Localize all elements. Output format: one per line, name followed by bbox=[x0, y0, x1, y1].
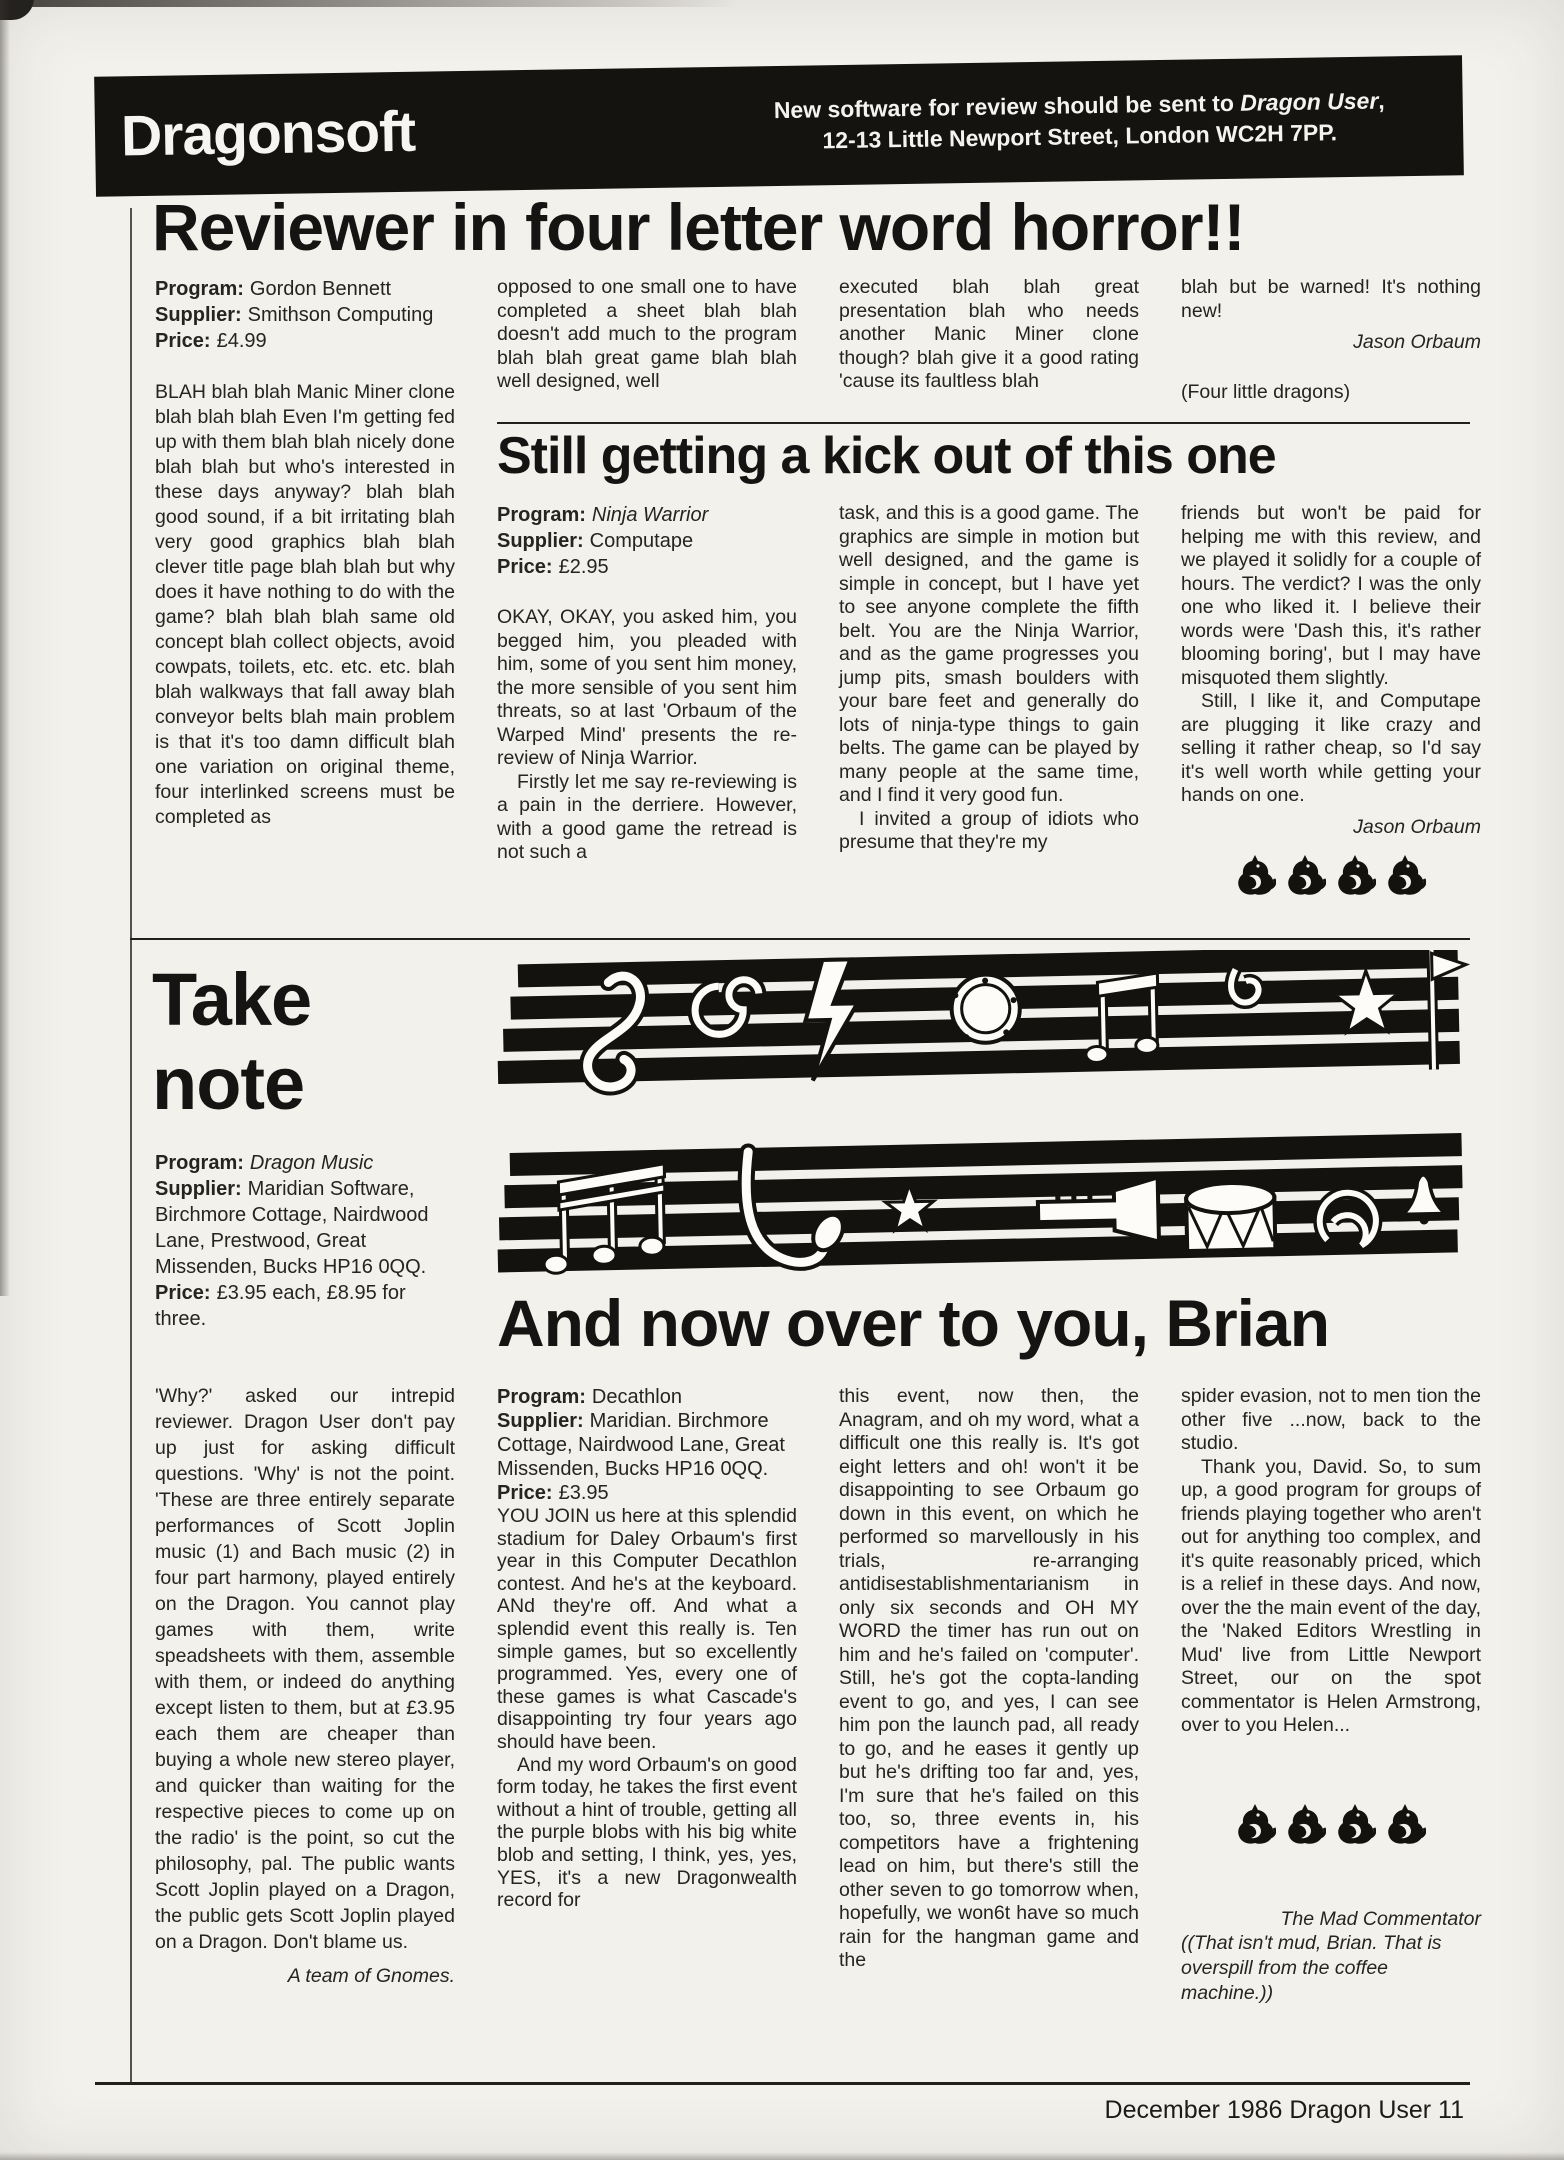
price-value: £3.95 each, £8.95 for three. bbox=[155, 1282, 406, 1330]
article3-column3 bbox=[1181, 1385, 1481, 2006]
article1-body-text: blah but be warned! It's nothing new! bbox=[1181, 276, 1481, 322]
article3-program-info bbox=[497, 1385, 797, 1505]
program-label: Program: bbox=[155, 278, 244, 300]
info-price-line bbox=[497, 554, 797, 580]
dragon-mascot-icon bbox=[1336, 1802, 1376, 1846]
section-divider-rule bbox=[497, 422, 1470, 424]
article2-body-text: Firstly let me say re-reviewing is a pain in the derriere. However, with a good game the retread is not such a bbox=[497, 770, 797, 863]
article3-body-text: Thank you, David. So, to sum up, a good program for groups of friends playing together who aren't out for anything too complex, and it's quite reasonably priced, which is a relief in these days. And now, over the the main event of the day, the 'Naked Editors Wrestling in Mud' live from Little Newport Street, our on the spot commentator is Helen Armstrong, over to you Helen... bbox=[1181, 1455, 1481, 1736]
dragon-mascot-icon bbox=[1286, 853, 1326, 897]
article3-body-text: spider evasion, not to men tion the other five ...now, back to the studio. bbox=[1181, 1385, 1481, 1454]
article2-byline: Jason Orbaum bbox=[1353, 815, 1481, 838]
takenote-title bbox=[152, 958, 311, 1126]
article2-body-text: I invited a group of idiots who presume that they're my bbox=[839, 807, 1139, 853]
article2-column3 bbox=[1181, 502, 1481, 897]
article3-postscript: ((That isn't mud, Brian. That is overspill from the coffee machine.)) bbox=[1181, 1932, 1442, 2004]
page-footer: December 1986 Dragon User 11 bbox=[1104, 2096, 1464, 2124]
article1-column2 bbox=[497, 276, 797, 394]
price-value: £3.95 bbox=[558, 1482, 609, 1504]
article2-body-text: Still, I like it, and Computape are plugging it like crazy and selling it rather cheap, so I'd say it's well worth while getting your hands on one. bbox=[1181, 690, 1481, 806]
dragon-mascot-icon bbox=[1386, 1802, 1426, 1846]
info-price-line bbox=[155, 1280, 455, 1332]
info-program-line bbox=[155, 1150, 455, 1176]
supplier-value: Computape bbox=[589, 530, 694, 552]
note-text: New software for review should be sent to bbox=[773, 89, 1241, 124]
dragon-mascot-icon bbox=[1336, 853, 1376, 897]
takenote-body-column bbox=[155, 1383, 455, 1989]
supplier-label: Supplier: bbox=[497, 1410, 584, 1432]
program-label: Program: bbox=[497, 504, 586, 526]
article3-body-text: this event, now then, the Anagram, and oh my word, what a difficult one this really is. It's got eight letters and oh! won't it be disappointing to see Orbaum go down in this event, on which he performed so marvellously in his trials, re-arranging antidisestablishmentarianism in only six seconds and OH MY WORD the timer has run out on him and he's failed on 'computer'. Still, he's got the copta-landing event to go, and yes, I can see him pon the launch pad, all ready to go, and he eases it gently up but he's drifting too far and, yes, I'm sure that he's failed on this too, so, three events in, his competitors have a frightening lead on him, but there's still the other seven to go tomorrow when, hopefully, we won6t have so much rain for the hangman game and the bbox=[839, 1385, 1139, 1971]
takenote-title-line1: Take bbox=[152, 958, 312, 1041]
article2-column1 bbox=[497, 502, 797, 865]
supplier-value: Smithson Computing bbox=[247, 304, 434, 326]
article2-body-text: friends but won't be paid for helping me with this review, and we played it solidly for a couple of hours. The verdict? I was the only one who liked it. I believe their words were 'Dash this, it's rather blooming boring', but I may have misquoted them slightly. bbox=[1181, 502, 1481, 689]
info-program-line bbox=[497, 1385, 797, 1409]
article3-headline: And now over to you, Brian bbox=[497, 1286, 1330, 1360]
program-value: Decathlon bbox=[591, 1386, 682, 1408]
music-banner-art bbox=[495, 950, 1472, 1287]
price-label: Price: bbox=[497, 1482, 553, 1504]
supplier-value: Maridian Software, Birchmore Cottage, Nairdwood Lane, Prestwood, Great Missenden, Bucks HP16 0QQ. bbox=[155, 1178, 429, 1278]
price-value: £2.95 bbox=[558, 556, 609, 578]
dragon-mascot-icon bbox=[1236, 1802, 1276, 1846]
price-label: Price: bbox=[155, 330, 211, 352]
takenote-program-info bbox=[155, 1150, 455, 1332]
supplier-label: Supplier: bbox=[155, 304, 242, 326]
article1-body-text: executed blah blah great presentation blah who needs another Manic Miner clone though? blah give it a good rating 'cause its faultless blah bbox=[839, 276, 1139, 392]
supplier-value: Maridian. Birchmore Cottage, Nairdwood Lane, Great Missenden, Bucks HP16 0QQ. bbox=[497, 1410, 785, 1480]
article2-column2 bbox=[839, 502, 1139, 855]
takenote-title-line2: note bbox=[152, 1042, 305, 1125]
scan-edge-artifact bbox=[0, 0, 740, 7]
price-label: Price: bbox=[155, 1282, 211, 1304]
program-value: Dragon Music bbox=[249, 1152, 374, 1174]
submission-note-line2: 12-13 Little Newport Street, London WC2H 7PP. bbox=[822, 119, 1338, 154]
submission-note bbox=[774, 85, 1386, 157]
article1-rating-note: (Four little dragons) bbox=[1181, 380, 1351, 403]
supplier-label: Supplier: bbox=[155, 1178, 242, 1200]
magazine-name: Dragon User bbox=[1240, 87, 1379, 116]
program-value: Ninja Warrior bbox=[591, 504, 709, 526]
dragon-mascot-icon bbox=[1286, 1802, 1326, 1846]
info-program-line bbox=[497, 502, 797, 528]
article3-rating-dragons bbox=[1181, 1802, 1481, 1846]
article2-headline: Still getting a kick out of this one bbox=[497, 427, 1276, 485]
article1-body-text: BLAH blah blah Manic Miner clone blah blah blah Even I'm getting fed up with them blah blah nicely done blah blah but who's interested in these days anyway? blah blah good sound, if a bit irritating blah very good graphics blah blah clever title page blah blah but why does it have nothing to do with the game? blah blah blah same old concept blah collect objects, avoid cowpats, toilets, etc. etc. etc. blah blah walkways that fall away blah conveyor belts blah main problem is that it's too damn difficult blah one variation on original theme, four interlinked screens must be completed as bbox=[155, 381, 455, 828]
article3-body-text: And my word Orbaum's on good form today, he takes the first event without a hint of trouble, getting all the purple blobs with his big white blob and setting, I think, yes, yes, YES, it's a new Dragonwealth record for bbox=[497, 1753, 797, 1912]
info-supplier-line bbox=[497, 528, 797, 554]
scan-edge-artifact bbox=[0, 0, 10, 1296]
article3-column1 bbox=[497, 1385, 797, 1912]
article1-column1 bbox=[155, 276, 455, 830]
article3-body-text: YOU JOIN us here at this splendid stadium for Daley Orbaum's first year in this Computer Decathlon contest. And he's at the keyboard. ANd they're off. And what a splendid event this really is. Ten simple games, but so excellently programmed. Yes, every one of these games is what Cascade's disappointing try four years ago should have been. bbox=[497, 1505, 797, 1753]
program-label: Program: bbox=[155, 1152, 244, 1174]
price-label: Price: bbox=[497, 556, 553, 578]
masthead-bar bbox=[94, 55, 1464, 196]
magazine-section-title: Dragonsoft bbox=[120, 99, 416, 169]
info-supplier-line bbox=[497, 1409, 797, 1481]
note-text: , bbox=[1378, 87, 1385, 114]
article1-headline: Reviewer in four letter word horror!! bbox=[152, 190, 1245, 264]
article1-byline: Jason Orbaum bbox=[1353, 331, 1481, 353]
scan-edge-artifact bbox=[0, 2152, 1564, 2160]
article2-program-info bbox=[497, 502, 797, 580]
article1-program-info bbox=[155, 276, 455, 354]
article2-body-text: task, and this is a good game. The graphics are simple in motion but well designed, and the game is simple in concept, but I have yet to see anyone complete the fifth belt. You are the Ninja Warrior, and as the game progresses you jump pits, smash boulders with your bare feet and generally do lots of ninja-type things to gain belts. The game can be played by many people at the same time, and I find it very good fun. bbox=[839, 502, 1139, 806]
article1-body-text: opposed to one small one to have completed a sheet blah blah doesn't add much to the program blah blah great game blah blah well designed, well bbox=[497, 276, 797, 392]
info-supplier-line bbox=[155, 302, 455, 328]
takenote-byline: A team of Gnomes. bbox=[287, 1965, 455, 1987]
program-label: Program: bbox=[497, 1386, 586, 1408]
article2-body-text: OKAY, OKAY, you asked him, you begged him, you pleaded with him, some of you sent him money, the more sensible of you sent him threats, so at last 'Orbaum of the Warped Mind' presents the re-review of Ninja Warrior. bbox=[497, 606, 797, 769]
dragon-mascot-icon bbox=[1386, 853, 1426, 897]
info-program-line bbox=[155, 276, 455, 302]
dragon-mascot-icon bbox=[1236, 853, 1276, 897]
section-divider-rule bbox=[130, 938, 1470, 940]
price-value: £4.99 bbox=[216, 330, 267, 352]
info-price-line bbox=[155, 328, 455, 354]
article3-column2 bbox=[839, 1385, 1139, 1973]
supplier-label: Supplier: bbox=[497, 530, 584, 552]
info-price-line bbox=[497, 1481, 797, 1505]
music-banner-illustration bbox=[495, 950, 1472, 1287]
article1-column3 bbox=[839, 276, 1139, 394]
article1-column4 bbox=[1181, 276, 1481, 404]
takenote-body-text: 'Why?' asked our intrepid reviewer. Dragon User don't pay up just for asking difficult questions. 'Why' is not the point. 'These are three entirely separate performances of Scott Joplin music (1) and Bach music (2) in four part harmony, played entirely on the Dragon. You cannot play games with them, write speadsheets with them, assemble with them, or indeed do anything except listen to them, but at £3.95 each them are cheaper than buying a whole new stereo player, and quicker than waiting for the respective pieces to come up on the radio' is the point, so cut the philosophy, pal. The public wants Scott Joplin played on a Dragon, the public gets Scott Joplin played on a Dragon. Don't blame us. bbox=[155, 1385, 455, 1953]
left-column-rule bbox=[130, 208, 132, 2082]
article2-rating-dragons bbox=[1181, 853, 1481, 897]
takenote-info-column bbox=[155, 1150, 455, 1332]
article3-byline: The Mad Commentator bbox=[1280, 1907, 1481, 1930]
footer-rule bbox=[95, 2082, 1470, 2085]
info-supplier-line bbox=[155, 1176, 455, 1280]
program-value: Gordon Bennett bbox=[249, 278, 392, 300]
